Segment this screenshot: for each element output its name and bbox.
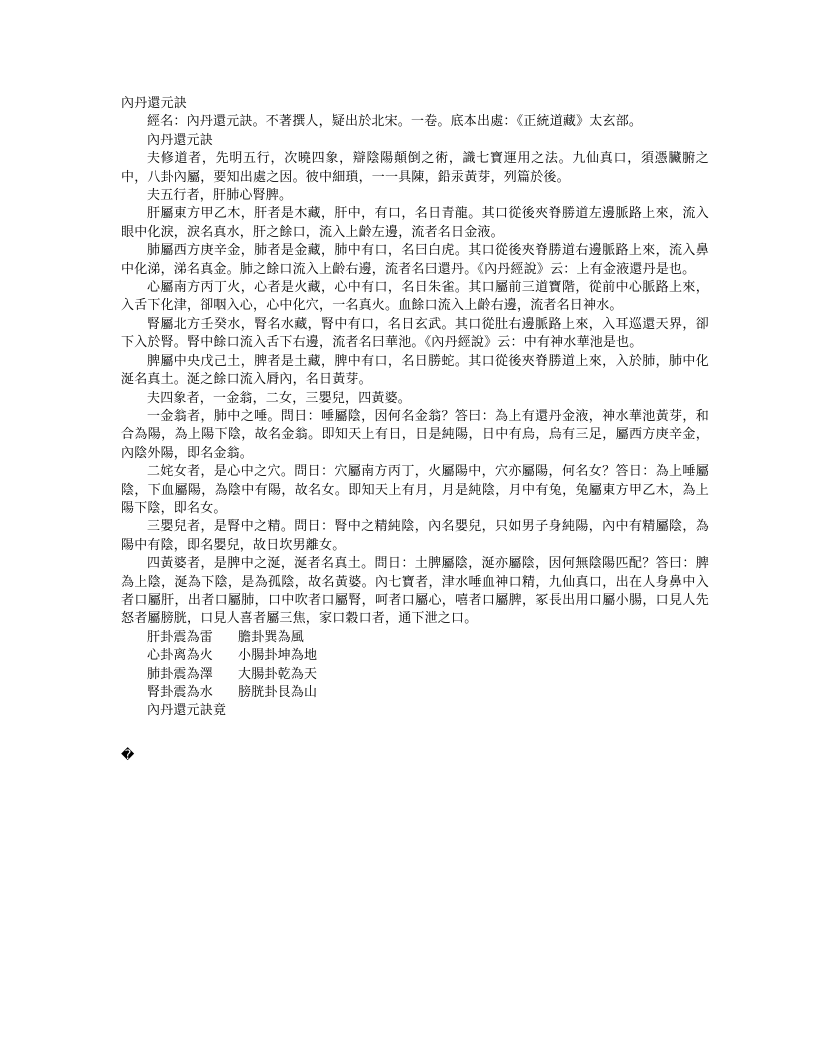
gua-left: 肝卦震為雷 xyxy=(147,629,214,645)
gua-row xyxy=(121,629,709,647)
paragraph-yellow-matron: 四黃婆者，是脾中之涎，涎者名真土。問日：土脾屬陰，涎亦屬陰，因何無陰陽匹配？答曰：脾為上陰，涎為下陰，是為孤陰，故名黃婆。內七寶者，津水唾血神口精，九仙真口，出在人身鼻中入者口屬肝，出者口屬肺，口中吹者口屬腎，呵者口屬心，嘻者口屬脾，冢長出用口屬小腸，口見人先怒者屬膀胱，口見人喜者屬三焦，家口穀口者，通下泄之口。 xyxy=(121,556,709,627)
gua-row xyxy=(121,684,709,702)
paragraph-fair-maiden: 二姹女者，是心中之穴。問日：穴屬南方丙丁，火屬陽中，穴亦屬陽，何名女？答日：為上唾屬陰，下血屬陽，為陰中有陽，故名女。即知天上有月，月是純陰，月中有兔，兔屬東方甲乙木，為上陽下陰，即名女。 xyxy=(121,464,709,516)
gua-left: 心卦离為火 xyxy=(147,648,214,664)
gua-row xyxy=(121,647,709,665)
replacement-char-icon: � xyxy=(121,748,135,763)
paragraph-intro: 夫修道者，先明五行，次曉四象，辯陰陽顛倒之術，識七寶運用之法。九仙真口，須憑臟腑之中，八卦內屬，要知出處之因。彼中細瑣，一一具陳，鉛汞黃芽，列篇於後。 xyxy=(121,151,709,185)
document-page xyxy=(121,95,709,721)
paragraph-five-elements: 夫五行者，肝肺心腎脾。 xyxy=(147,188,293,204)
paragraph-golden-elder: 一金翁者，肺中之唾。問日：唾屬陰，因何名金翁？答曰：為上有還丹金液，神水華池黃芽，和合為陽，為上陽下陰，故名金翁。即知天上有日，日是純陽，日中有烏，烏有三足，屬西方庚辛金，內陰外陽，即名金翁。 xyxy=(121,408,709,461)
closing-line: 內丹還元訣竟 xyxy=(147,703,227,719)
gua-left: 肺卦震為澤 xyxy=(147,666,214,682)
gua-right: 膀胱卦艮為山 xyxy=(238,685,318,700)
document-title: 內丹還元訣 xyxy=(121,96,188,111)
paragraph-heart: 心屬南方丙丁火，心者是火藏，心中有口，名日朱雀。其口屬前三道寶階，從前中心脈路上來，入舌下化津，卻咽入心，心中化穴，一名真火。血餘口流入上齡右邊，流者名日神水。 xyxy=(121,280,709,314)
paragraph-infant: 三嬰兒者，是腎中之精。問日：腎中之精純陰，內名嬰兒，只如男子身純陽，內中有精屬陰，為陽中有陰，即名嬰兒，故日坎男離女。 xyxy=(121,519,709,553)
gua-table xyxy=(121,629,709,703)
gua-row xyxy=(121,666,709,684)
gua-right: 大腸卦乾為天 xyxy=(238,666,318,682)
paragraph-liver: 肝屬東方甲乙木，肝者是木藏，肝中，有口，名日青龍。其口從後夾脊勝道左邊脈路上來，流入眼中化淚，淚名真水，肝之餘口，流入上齡左邊，流者名日金液。 xyxy=(121,206,709,240)
paragraph-kidney: 腎屬北方壬癸水，腎名水藏，腎中有口，名日玄武。其口從肚右邊脈路上來，入耳巡還天界，卻下入於腎。腎中餘口流入舌下右邊，流者名曰華池。《內丹經說》云：中有神水華池是也。 xyxy=(121,316,709,351)
paragraph-spleen: 脾屬中央戊己土，脾者是土藏，脾中有口，名日勝蛇。其口從後夾脊勝道上來，入於肺，肺中化涎名真土。涎之餘口流入脣內，名日黃芽。 xyxy=(121,353,709,388)
paragraph-four-images: 夫四象者，一金翁，二女，三嬰兒，四黃婆。 xyxy=(147,390,412,406)
paragraph-subtitle: 內丹還元訣 xyxy=(147,132,214,148)
paragraph-scripture-info: 經名：內丹還元訣。不著撰人，疑出於北宋。一卷。底本出處：《正統道藏》太玄部。 xyxy=(147,114,643,130)
gua-left: 腎卦震為水 xyxy=(147,685,214,700)
paragraph-lung: 肺屬西方庚辛金，肺者是金藏，肺中有口，名曰白虎。其口從後夾脊勝道右邊脈路上來，流入鼻中化涕，涕名真金。肺之餘口流入上齡右邊，流者名曰還丹。《內丹經說》云：上有金液還丹是也。 xyxy=(121,243,709,277)
gua-right: 膽卦巽為風 xyxy=(238,629,305,645)
gua-right: 小腸卦坤為地 xyxy=(238,648,318,664)
